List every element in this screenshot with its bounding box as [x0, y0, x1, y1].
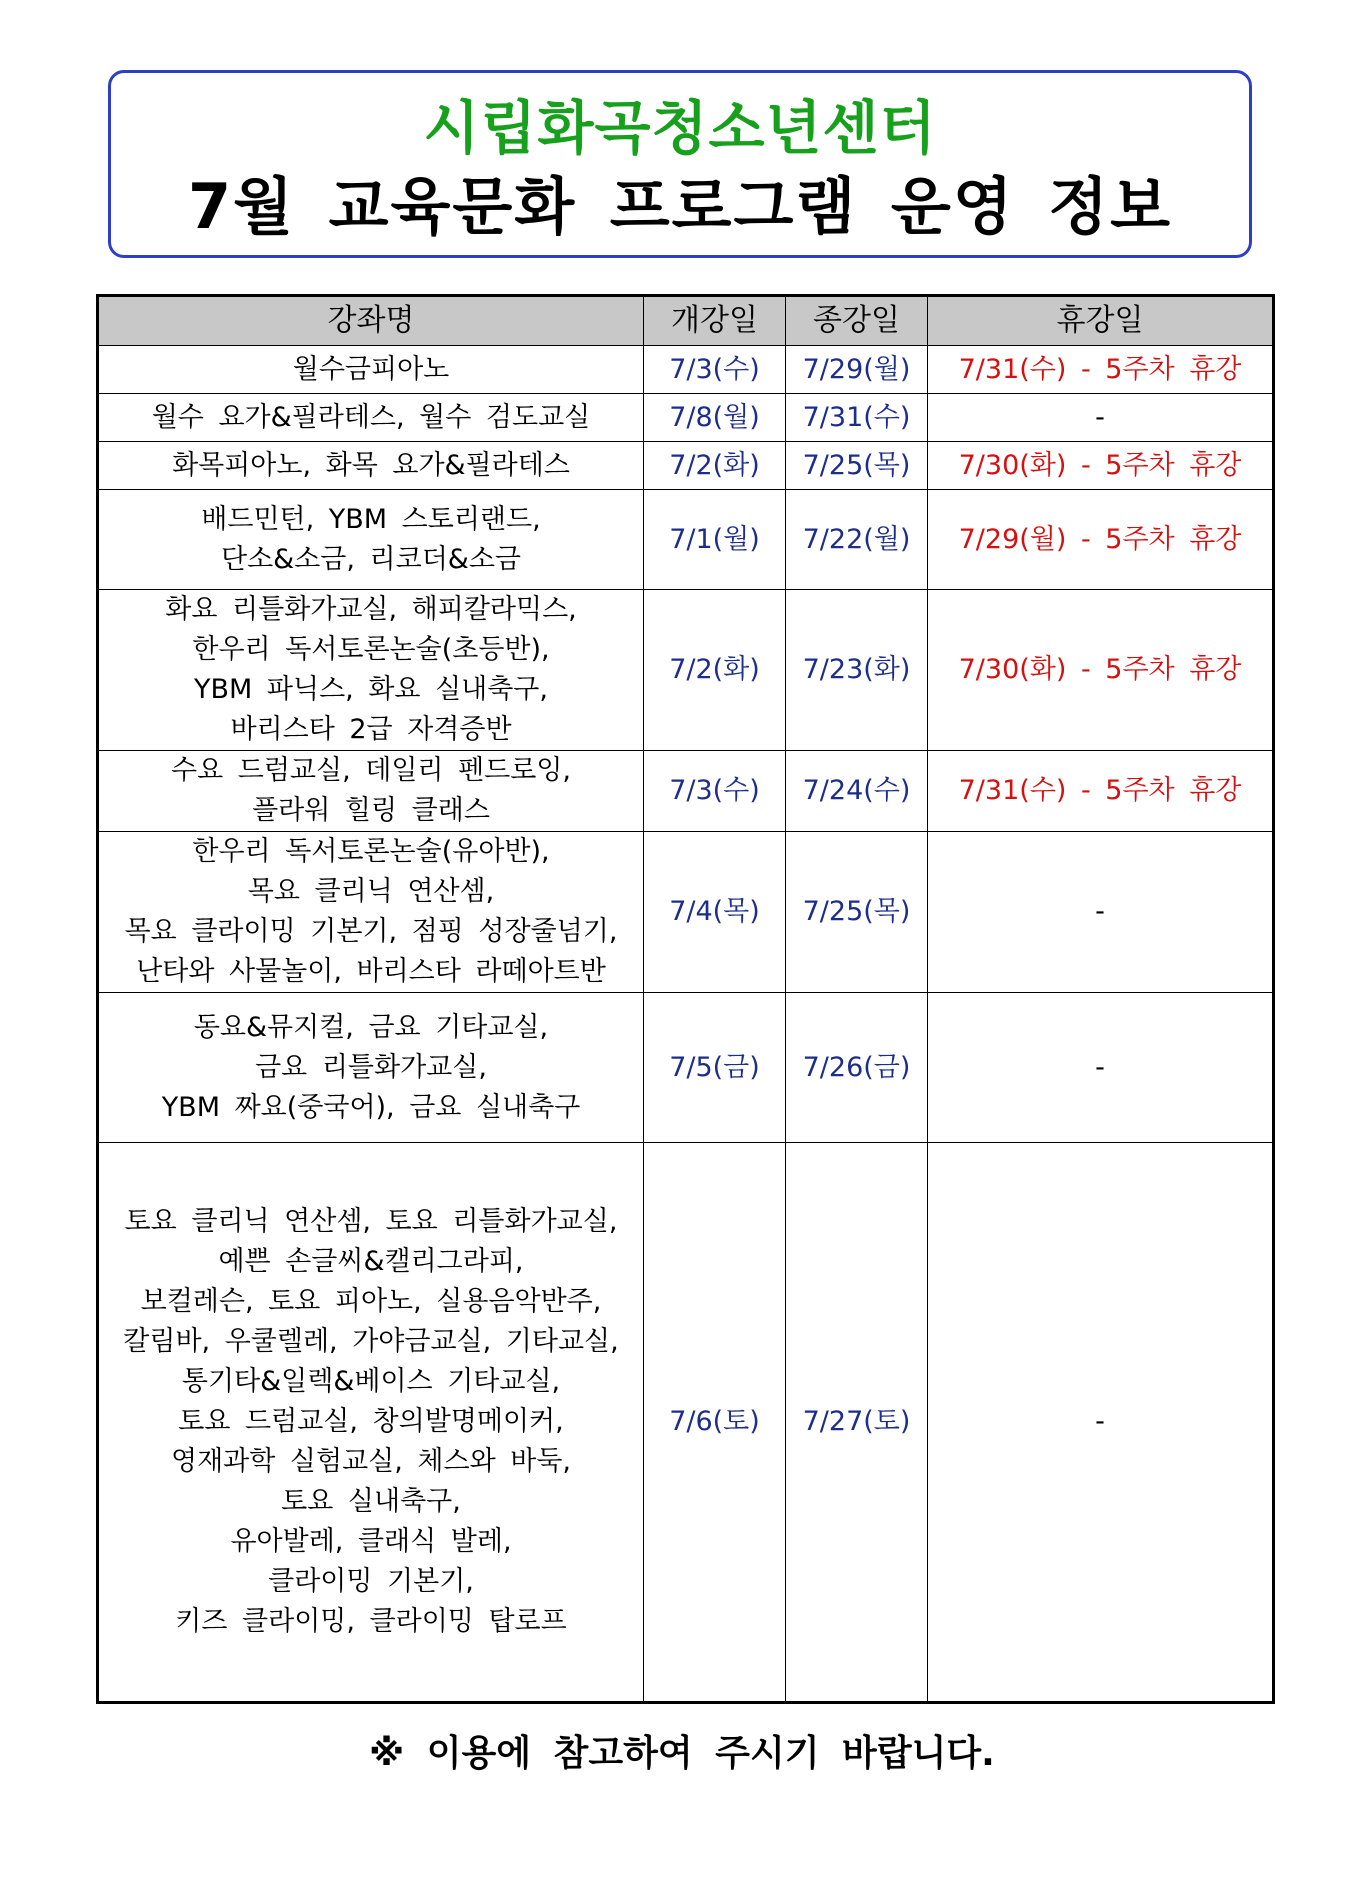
end-date-cell: 7/29(월) — [786, 346, 928, 394]
course-cell: 동요&뮤지컬, 금요 기타교실, 금요 리틀화가교실, YBM 짜요(중국어), 금요 실내축구 — [98, 993, 644, 1143]
end-date-cell: 7/27(토) — [786, 1143, 928, 1703]
start-date-cell: 7/2(화) — [644, 590, 786, 751]
start-date-cell: 7/2(화) — [644, 442, 786, 490]
end-date-cell: 7/24(수) — [786, 751, 928, 832]
column-header-end: 종강일 — [786, 296, 928, 346]
end-date-cell: 7/23(화) — [786, 590, 928, 751]
course-cell: 화요 리틀화가교실, 해피칼라믹스, 한우리 독서토론논술(초등반), YBM 파닉스, 화요 실내축구, 바리스타 2급 자격증반 — [98, 590, 644, 751]
table-row — [98, 490, 1274, 590]
table-row — [98, 394, 1274, 442]
schedule-table — [96, 294, 1275, 1704]
org-name: 시립화곡청소년센터 — [423, 94, 937, 162]
table-row — [98, 832, 1274, 993]
start-date-cell: 7/1(월) — [644, 490, 786, 590]
title-box — [108, 70, 1252, 258]
closed-date-cell: - — [928, 1143, 1274, 1703]
end-date-cell: 7/22(월) — [786, 490, 928, 590]
table-row — [98, 993, 1274, 1143]
table-row — [98, 590, 1274, 751]
page-title: 7월 교육문화 프로그램 운영 정보 — [187, 170, 1173, 243]
closed-date-cell: - — [928, 993, 1274, 1143]
end-date-cell: 7/25(목) — [786, 442, 928, 490]
closed-date-cell: 7/29(월) - 5주차 휴강 — [928, 490, 1274, 590]
table-row — [98, 442, 1274, 490]
closed-date-cell: 7/31(수) - 5주차 휴강 — [928, 346, 1274, 394]
course-cell: 월수금피아노 — [98, 346, 644, 394]
table-row — [98, 346, 1274, 394]
column-header-start: 개강일 — [644, 296, 786, 346]
closed-date-cell: 7/30(화) - 5주차 휴강 — [928, 442, 1274, 490]
footer-note: ※ 이용에 참고하여 주시기 바랍니다. — [369, 1733, 995, 1774]
closed-date-cell: 7/30(화) - 5주차 휴강 — [928, 590, 1274, 751]
course-cell: 월수 요가&필라테스, 월수 검도교실 — [98, 394, 644, 442]
course-cell: 한우리 독서토론논술(유아반), 목요 클리닉 연산셈, 목요 클라이밍 기본기, 점핑 성장줄넘기, 난타와 사물놀이, 바리스타 라떼아트반 — [98, 832, 644, 993]
start-date-cell: 7/3(수) — [644, 346, 786, 394]
closed-date-cell: - — [928, 394, 1274, 442]
course-cell: 화목피아노, 화목 요가&필라테스 — [98, 442, 644, 490]
table-row — [98, 1143, 1274, 1703]
start-date-cell: 7/6(토) — [644, 1143, 786, 1703]
table-header-row — [98, 296, 1274, 346]
start-date-cell: 7/5(금) — [644, 993, 786, 1143]
end-date-cell: 7/31(수) — [786, 394, 928, 442]
start-date-cell: 7/8(월) — [644, 394, 786, 442]
column-header-course: 강좌명 — [98, 296, 644, 346]
end-date-cell: 7/26(금) — [786, 993, 928, 1143]
start-date-cell: 7/3(수) — [644, 751, 786, 832]
end-date-cell: 7/25(목) — [786, 832, 928, 993]
closed-date-cell: - — [928, 832, 1274, 993]
course-cell: 토요 클리닉 연산셈, 토요 리틀화가교실, 예쁜 손글씨&캘리그라피, 보컬레슨, 토요 피아노, 실용음악반주, 칼림바, 우쿨렐레, 가야금교실, 기타교실, 통기타&일렉&베이스 기타교실, 토요 드럼교실, 창의발명메이커, 영재과학 실험교실, 체스와 바둑, 토요 실내축구, 유아발레, 클래식 발레, 클라이밍 기본기, 키즈 클라이밍, 클라이밍 탑로프 — [98, 1143, 644, 1703]
table-row — [98, 751, 1274, 832]
closed-date-cell: 7/31(수) - 5주차 휴강 — [928, 751, 1274, 832]
course-cell: 배드민턴, YBM 스토리랜드, 단소&소금, 리코더&소금 — [98, 490, 644, 590]
column-header-closed: 휴강일 — [928, 296, 1274, 346]
start-date-cell: 7/4(목) — [644, 832, 786, 993]
course-cell: 수요 드럼교실, 데일리 펜드로잉, 플라워 힐링 클래스 — [98, 751, 644, 832]
